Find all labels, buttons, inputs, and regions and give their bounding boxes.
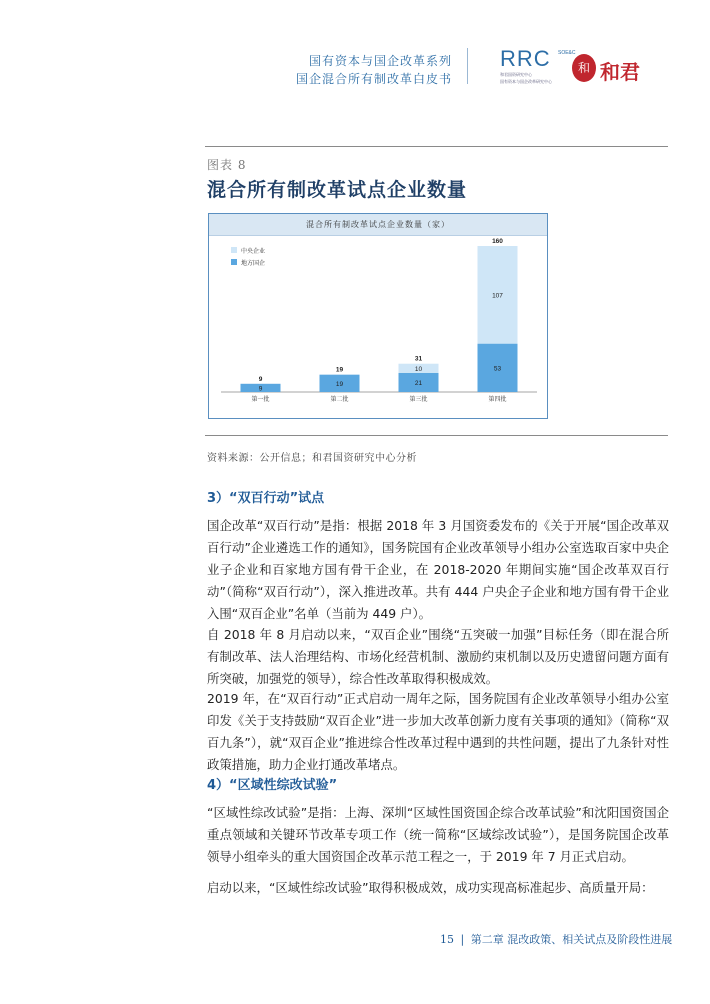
figure-title: 混合所有制改革试点企业数量 xyxy=(207,179,468,201)
total-label: 31 xyxy=(414,355,423,363)
total-label: 160 xyxy=(492,238,503,245)
section-3-paragraph-2: 自 2018 年 8 月启动以来，“双百企业”围绕“五突破一加强”目标任务（即在混合所有制改革、法人治理结构、市场化经营机制、激励约束机制以及历史遗留问题方面有所突破，加强党的领导），综合性改革取得积极成效。 xyxy=(207,627,669,686)
chart-title: 混合所有制改革试点企业数量（家） xyxy=(306,220,450,229)
x-tick-label: 第一批 xyxy=(251,396,270,403)
page-footer xyxy=(440,931,672,947)
section-4-heading: 4）“区域性综改试验” xyxy=(207,778,338,793)
chart-container xyxy=(208,213,548,419)
hejun-logo xyxy=(572,52,682,86)
header-divider xyxy=(467,48,468,84)
series-title: 国有资本与国企改革系列 xyxy=(308,54,452,68)
legend-label: 中央企业 xyxy=(241,247,266,255)
rrc-logo xyxy=(500,48,580,88)
total-label: 9 xyxy=(258,375,263,383)
data-label: 21 xyxy=(414,379,423,387)
data-label: 9 xyxy=(258,385,263,393)
section-3-paragraph-3: 2019 年，在“双百行动”正式启动一周年之际，国务院国有企业改革领导小组办公室印发《关于支持鼓励“双百企业”进一步加大改革创新力度有关事项的通知》（简称“双百九条”），就“双百企业”推进综合性改革过程中遇到的共性问题，提出了九条针对性政策措施，助力企业打通改革堵点。 xyxy=(207,691,669,772)
section-4-paragraph-1: “区域性综改试验”是指：上海、深圳“区域性国资国企综合改革试验”和沈阳国资国企重点领域和关键环节改革专项工作（统一简称“区域综改试验”），是国务院国企改革领导小组牵头的重大国资国企改革示范工程之一，于 2019 年 7 月正式启动。 xyxy=(207,805,669,864)
hejun-logo-text: 和君 xyxy=(600,60,640,84)
figure-source: 资料来源：公开信息；和君国资研究中心分析 xyxy=(207,453,417,464)
page-header xyxy=(0,0,710,110)
chapter-title: 第二章 混改政策、相关试点及阶段性进展 xyxy=(470,933,673,946)
section-3-paragraph-1: 国企改革“双百行动”是指：根据 2018 年 3 月国资委发布的《关于开展“国企改革双百行动”企业遴选工作的通知》，国务院国有企业改革领导小组办公室选取百家中央企业子企业和百家地方国有骨干企业，在 2018-2020 年期间实施“国企改革双百行动”（简称“双百行动”），深入推进改革。共有 444 户央企子企业和地方国有骨干企业入围“双百企业”名单（当前为 449 户）。 xyxy=(207,518,669,621)
chart-plot xyxy=(209,236,547,418)
total-label: 19 xyxy=(335,366,344,374)
rrc-logo-superscript: SOE&C xyxy=(558,50,576,56)
report-title: 国企混合所有制改革白皮书 xyxy=(295,72,452,86)
chart-header xyxy=(209,214,547,236)
page-number: 15 xyxy=(440,933,454,946)
figure-bottom-rule xyxy=(205,435,668,436)
x-tick-label: 第二批 xyxy=(330,396,349,403)
footer-separator: | xyxy=(460,933,465,946)
data-label: 19 xyxy=(335,380,344,388)
hejun-seal-icon: 和 xyxy=(572,54,596,82)
rrc-logo-subtitle: 和君国资研究中心 xyxy=(500,72,532,77)
figure-top-rule xyxy=(205,146,668,147)
rrc-logo-subtitle-2: 国有资本与国企改革研究中心 xyxy=(500,79,552,84)
x-tick-label: 第三批 xyxy=(409,396,428,403)
rrc-logo-text: RRC xyxy=(500,46,551,71)
data-label: 107 xyxy=(492,292,503,300)
data-label: 10 xyxy=(414,365,423,373)
section-4-paragraph-2: 启动以来，“区域性综改试验”取得积极成效，成功实现高标准起步、高质量开局： xyxy=(207,880,654,895)
data-label: 53 xyxy=(493,365,502,373)
x-tick-label: 第四批 xyxy=(488,396,507,403)
figure-label: 图表 8 xyxy=(207,158,247,172)
legend-label: 地方国企 xyxy=(241,259,266,267)
section-3-heading: 3）“双百行动”试点 xyxy=(207,491,325,506)
